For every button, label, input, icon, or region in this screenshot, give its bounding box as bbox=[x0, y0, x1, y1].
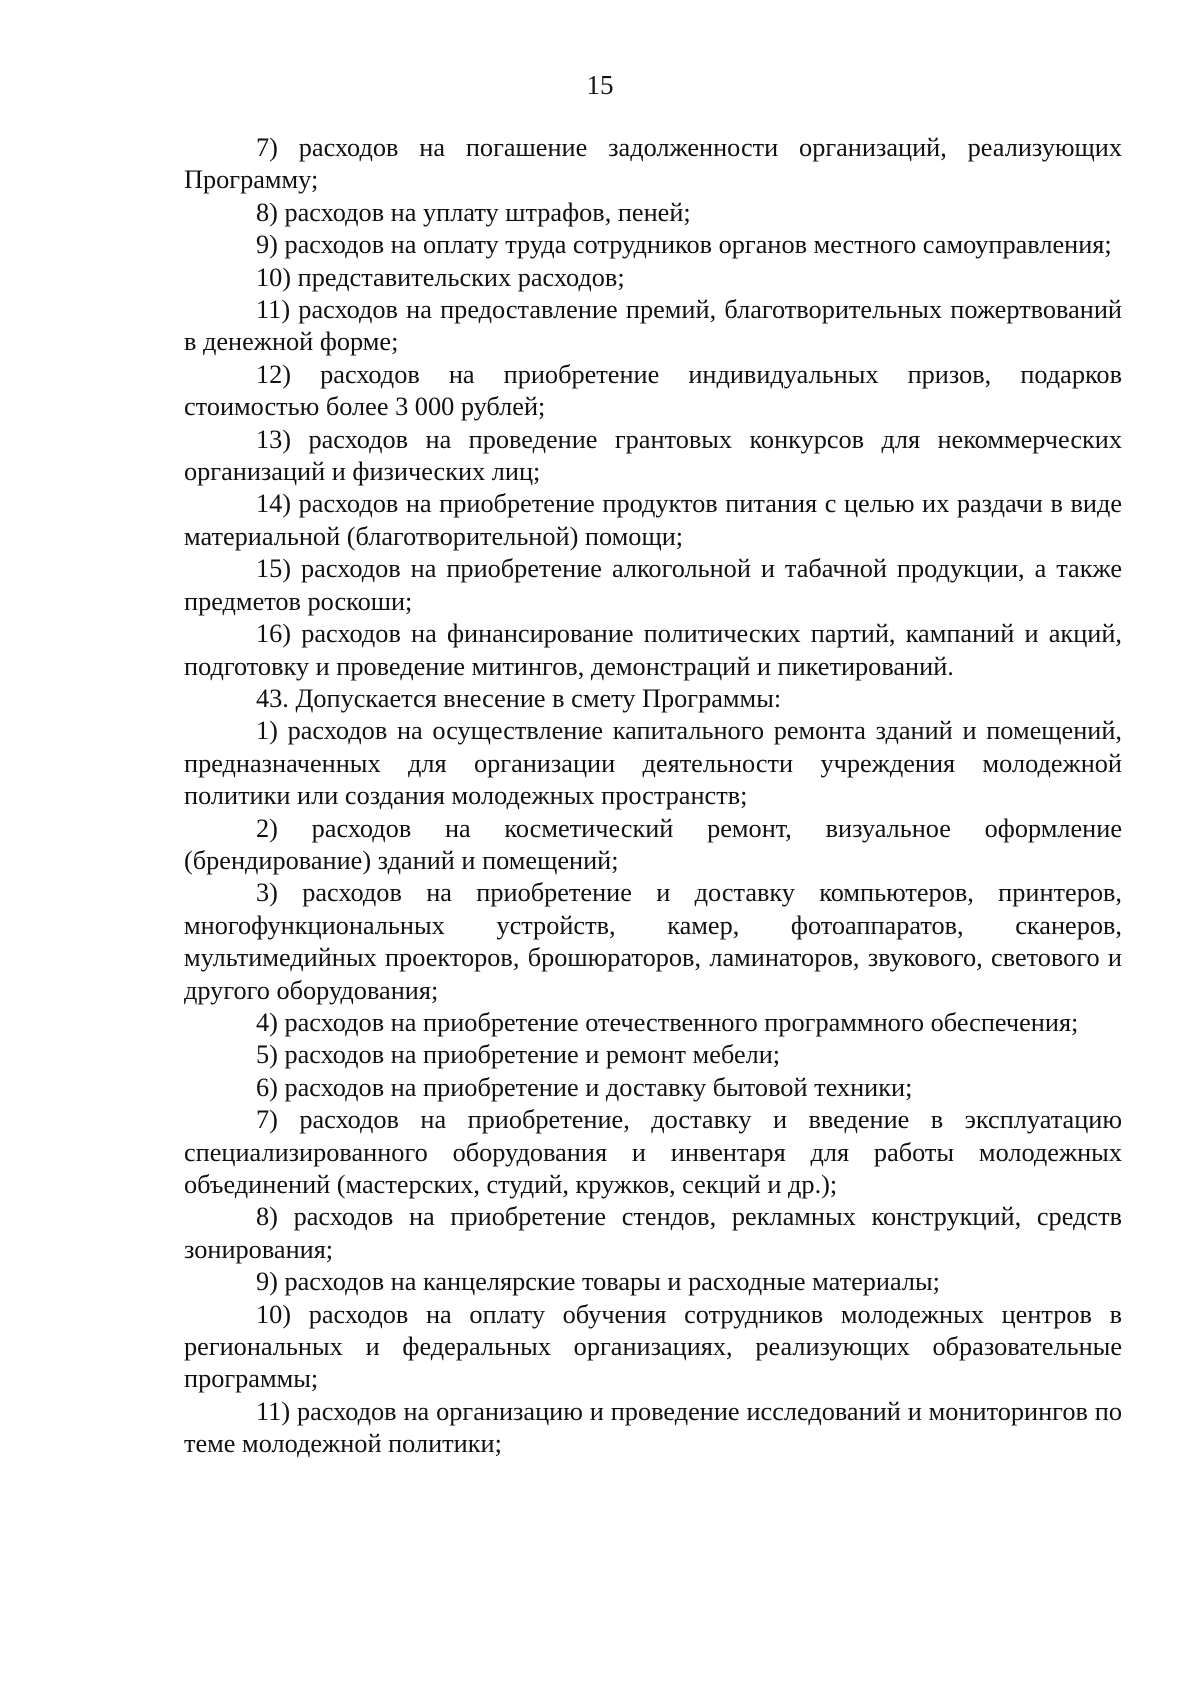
paragraph-item-16: 16) расходов на финансирование политических партий, кампаний и акций, подготовку и проведение митингов, демонстраций и пикетирований. bbox=[184, 619, 1122, 681]
section-43-item-4: 4) расходов на приобретение отечественного программного обеспечения; bbox=[256, 1007, 1079, 1037]
paragraph-item-7: 7) расходов на погашение задолженности организаций, реализующих Программу; bbox=[184, 133, 1122, 195]
section-43-item-11: 11) расходов на организацию и проведение исследований и мониторингов по теме молодежной политики; bbox=[184, 1396, 1122, 1459]
section-43-heading: 43. Допускается внесение в смету Программы: bbox=[256, 683, 782, 713]
document-body bbox=[184, 132, 1122, 1461]
paragraph-item-10: 10) представительских расходов; bbox=[256, 262, 625, 292]
paragraph-item-13: 13) расходов на проведение грантовых конкурсов для некоммерческих организаций и физических лиц; bbox=[184, 424, 1122, 487]
section-43-item-3: 3) расходов на приобретение и доставку компьютеров, принтеров, многофункциональных устройств, камер, фотоаппаратов, сканеров, мультимедийных проекторов, брошюраторов, ламинаторов, звукового, светового и другого оборудования; bbox=[184, 878, 1122, 1005]
section-43-item-8: 8) расходов на приобретение стендов, рекламных конструкций, средств зонирования; bbox=[184, 1202, 1122, 1264]
section-43-item-5: 5) расходов на приобретение и ремонт мебели; bbox=[256, 1040, 781, 1070]
section-43-item-9: 9) расходов на канцелярские товары и расходные материалы; bbox=[256, 1267, 940, 1297]
section-43-item-1: 1) расходов на осуществление капитального ремонта зданий и помещений, предназначенных для организации деятельности учреждения молодежной политики или создания молодежных пространств; bbox=[184, 716, 1122, 811]
section-43-item-7: 7) расходов на приобретение, доставку и введение в эксплуатацию специализированного оборудования и инвентаря для работы молодежных объединений (мастерских, студий, кружков, секций и др.); bbox=[184, 1105, 1122, 1199]
section-43-item-10: 10) расходов на оплату обучения сотрудников молодежных центров в региональных и федеральных организациях, реализующих образовательные программы; bbox=[184, 1299, 1122, 1394]
page-number: 15 bbox=[586, 70, 614, 100]
section-43-item-6: 6) расходов на приобретение и доставку бытовой техники; bbox=[256, 1072, 913, 1102]
paragraph-item-12: 12) расходов на приобретение индивидуальных призов, подарков стоимостью более 3 000 рублей; bbox=[184, 359, 1122, 422]
paragraph-item-11: 11) расходов на предоставление премий, благотворительных пожертвований в денежной форме; bbox=[184, 295, 1122, 357]
paragraph-item-15: 15) расходов на приобретение алкогольной и табачной продукции, а также предметов роскоши; bbox=[184, 554, 1122, 616]
section-43-item-2: 2) расходов на косметический ремонт, визуальное оформление (брендирование) зданий и помещений; bbox=[184, 813, 1122, 875]
paragraph-item-14: 14) расходов на приобретение продуктов питания с целью их раздачи в виде материальной (благотворительной) помощи; bbox=[184, 489, 1122, 551]
paragraph-item-8: 8) расходов на уплату штрафов, пеней; bbox=[256, 197, 691, 227]
paragraph-item-9: 9) расходов на оплату труда сотрудников органов местного самоуправления; bbox=[256, 230, 1112, 260]
